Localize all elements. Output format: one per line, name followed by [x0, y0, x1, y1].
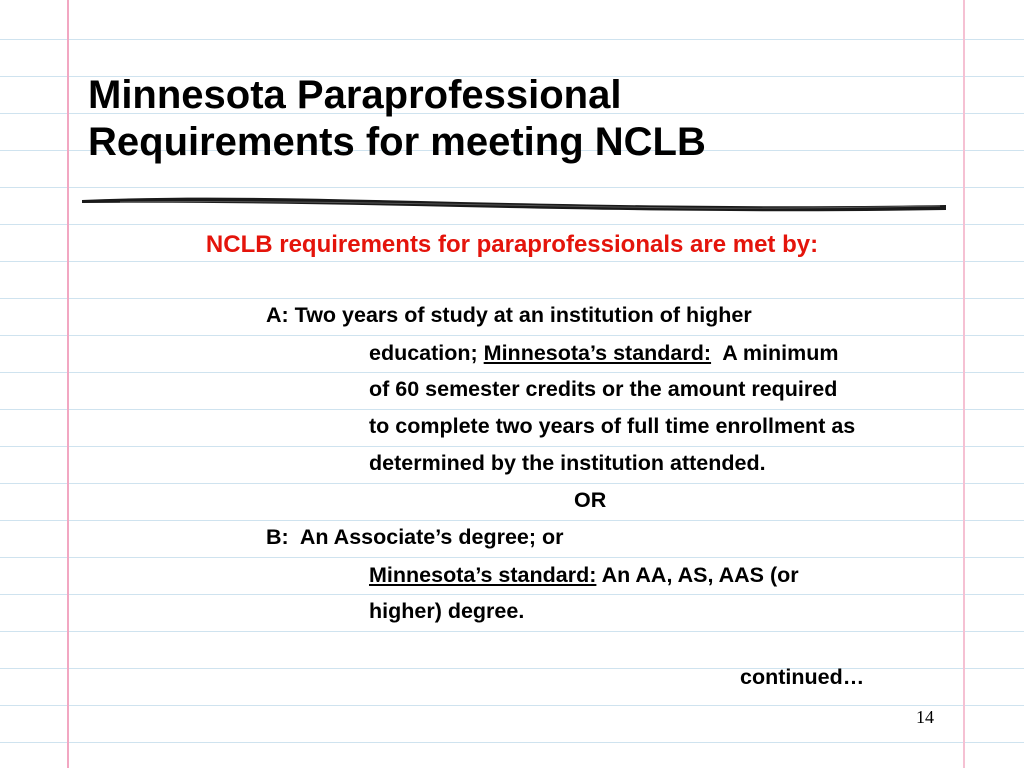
- option-a-line-3: of 60 semester credits or the amount required: [369, 377, 838, 401]
- continued-label: continued…: [740, 665, 865, 689]
- option-a-line-2-prefix: education;: [369, 341, 484, 365]
- or-separator: OR: [574, 488, 607, 512]
- option-a-line-1: A: Two years of study at an institution of higher: [266, 303, 752, 327]
- notebook-margin-line-right: [963, 0, 965, 768]
- slide-subtitle: NCLB requirements for paraprofessionals are met by:: [205, 231, 819, 258]
- slide-title-line-2: Requirements for meeting NCLB: [88, 120, 706, 164]
- notebook-margin-line-left: [67, 0, 69, 768]
- option-b-line-2: [369, 562, 799, 588]
- option-b-line-3: higher) degree.: [369, 599, 525, 623]
- slide-title-line-1: Minnesota Paraprofessional: [88, 73, 622, 117]
- option-a-line-4: to complete two years of full time enrollment as: [369, 414, 856, 438]
- option-b-line-1: B: An Associate’s degree; or: [266, 525, 564, 549]
- option-a-line-2: [369, 340, 838, 366]
- option-b-standard-label: Minnesota’s standard:: [369, 563, 597, 587]
- title-brush-underline: [80, 193, 950, 217]
- option-a-line-2-suffix: A minimum: [711, 341, 839, 365]
- option-b-line-2-suffix: An AA, AS, AAS (or: [596, 563, 799, 587]
- option-a-standard-label: Minnesota’s standard:: [483, 341, 712, 365]
- option-a-line-5: determined by the institution attended.: [369, 451, 766, 475]
- page-number: 14: [916, 707, 934, 727]
- slide-title: [88, 72, 948, 166]
